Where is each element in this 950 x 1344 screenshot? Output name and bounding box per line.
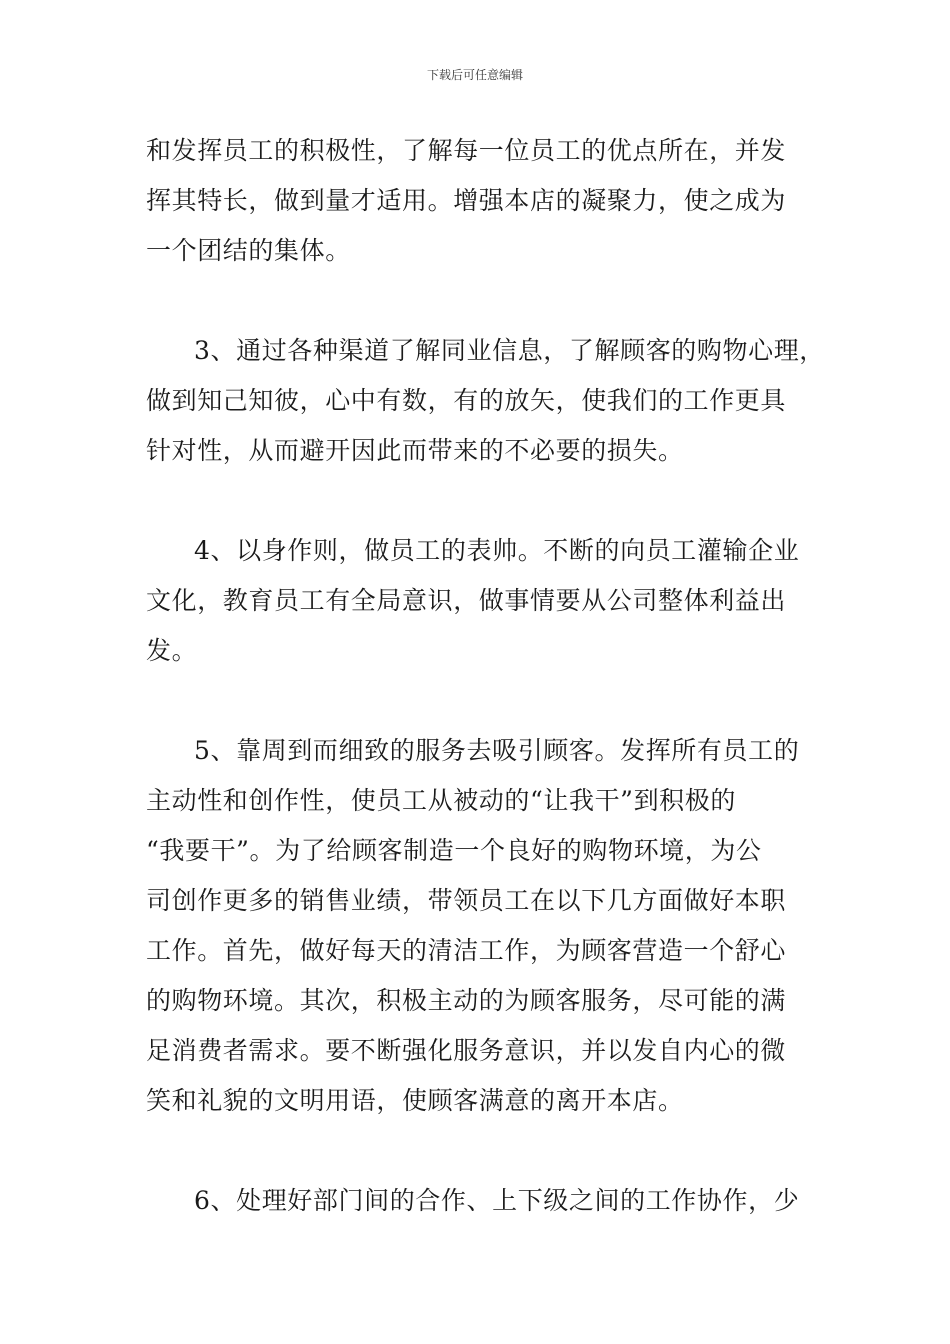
text-line: 司创作更多的销售业绩，带领员工在以下几方面做好本职 — [146, 886, 787, 915]
paragraph-continuation — [146, 126, 810, 276]
text-line: 笑和礼貌的文明用语，使顾客满意的离开本店。 — [146, 1086, 684, 1115]
text-line: 5、靠周到而细致的服务去吸引顾客。发挥所有员工的 — [194, 736, 800, 765]
text-line: 一个团结的集体。 — [146, 236, 351, 265]
text-line: 4、以身作则，做员工的表帅。不断的向员工灌输企业 — [194, 536, 800, 565]
text-line: 主动性和创作性，使员工从被动的“让我干”到积极的 — [146, 786, 736, 815]
paragraph-4 — [146, 526, 810, 676]
text-line: 3、通过各种渠道了解同业信息，了解顾客的购物心理， — [194, 336, 825, 365]
paragraph-5 — [146, 726, 810, 1126]
page-header: 下载后可任意编辑 — [426, 68, 523, 82]
text-line: 的购物环境。其次，积极主动的为顾客服务，尽可能的满 — [146, 986, 787, 1015]
text-line: 发。 — [146, 636, 198, 665]
paragraph-6 — [146, 1176, 810, 1226]
text-line: 针对性，从而避开因此而带来的不必要的损失。 — [146, 436, 684, 465]
text-line: 挥其特长，做到量才适用。增强本店的凝聚力，使之成为 — [146, 186, 787, 215]
text-line: 文化，教育员工有全局意识，做事情要从公司整体利益出 — [146, 586, 787, 615]
document-body — [146, 126, 825, 1226]
text-line: 足消费者需求。要不断强化服务意识，并以发自内心的微 — [146, 1036, 787, 1065]
text-line: 工作。首先，做好每天的清洁工作，为顾客营造一个舒心 — [146, 936, 787, 965]
text-line: 和发挥员工的积极性，了解每一位员工的优点所在，并发 — [146, 136, 787, 165]
text-line: “我要干”。为了给顾客制造一个良好的购物环境，为公 — [146, 836, 762, 865]
paragraph-3 — [146, 326, 825, 476]
text-line: 做到知己知彼，心中有数，有的放矢，使我们的工作更具 — [146, 386, 787, 415]
text-line: 6、处理好部门间的合作、上下级之间的工作协作，少 — [194, 1186, 800, 1215]
